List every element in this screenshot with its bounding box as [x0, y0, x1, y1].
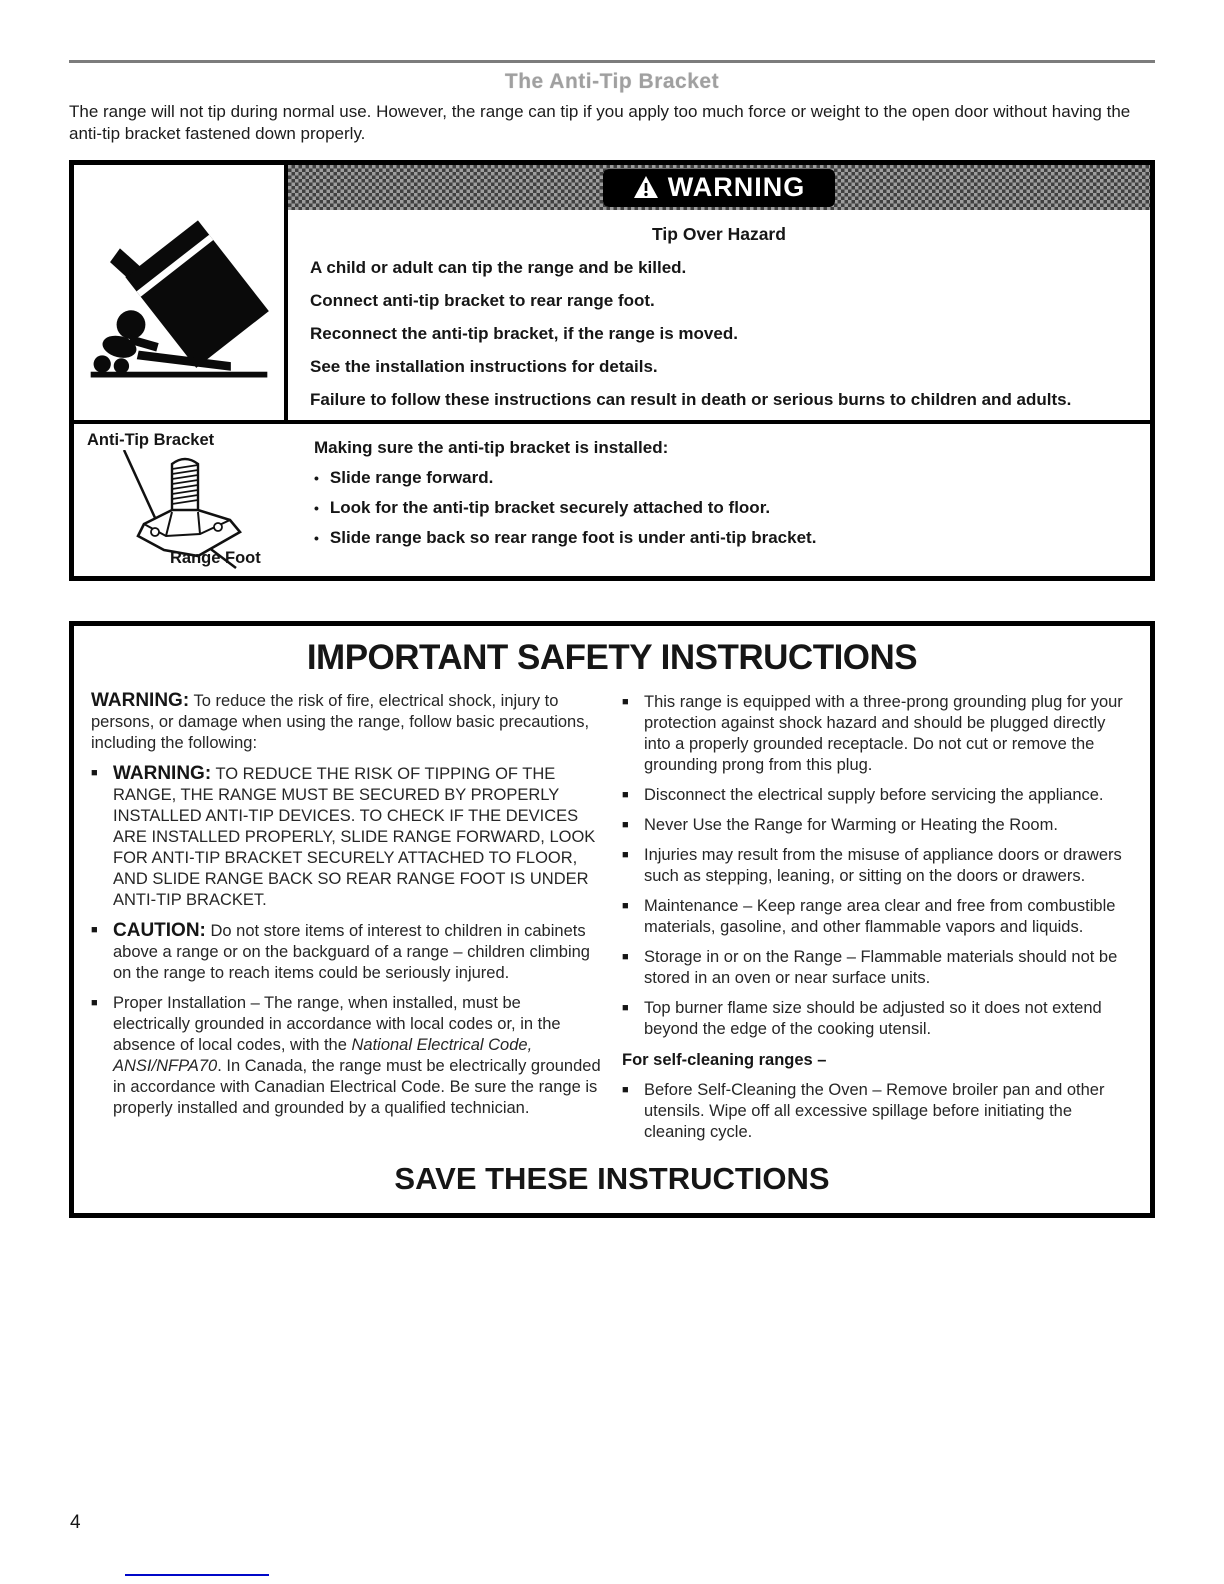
- list-item: [622, 896, 1133, 938]
- round-bullet-icon: •: [314, 470, 319, 486]
- hazard-title: Tip Over Hazard: [652, 224, 786, 244]
- tip-over-pictogram: [74, 165, 288, 420]
- warning-banner-patch: [603, 169, 836, 207]
- warning-triangle-icon: [633, 175, 659, 199]
- safety-instructions-box: [69, 621, 1155, 1218]
- bullet-text: [113, 993, 602, 1119]
- safety-title: IMPORTANT SAFETY INSTRUCTIONS: [306, 638, 918, 677]
- round-bullet-icon: •: [314, 530, 319, 546]
- top-divider: [69, 60, 1155, 63]
- safety-intro-text: To reduce the risk of fire, electrical shock, injury to persons, or damage when using the range, follow basic precautions, including the following:: [91, 692, 590, 752]
- save-instructions-title: SAVE THESE INSTRUCTIONS: [394, 1161, 830, 1196]
- warning-statement: Failure to follow these instructions can result in death or serious burns to children and adults.: [310, 390, 1072, 409]
- list-item: [622, 845, 1133, 887]
- bullet-body: Do not store items of interest to children in cabinets above a range or on the backguard of a range – children climbing on the range to reach items could be seriously injured.: [113, 922, 590, 982]
- bullet-text: Look for the anti-tip bracket securely attached to floor.: [329, 498, 771, 517]
- bullet-text: Never Use the Range for Warming or Heating the Room.: [644, 816, 1058, 834]
- safety-columns: [91, 690, 1133, 1143]
- safety-left-column: [91, 690, 602, 1143]
- warning-run-in-label: WARNING:: [91, 690, 190, 711]
- bullet-text: [113, 763, 602, 911]
- page-title: The Anti-Tip Bracket: [504, 70, 720, 93]
- list-item: [314, 498, 1140, 518]
- anti-tip-bracket-label: Anti-Tip Bracket: [87, 431, 215, 449]
- bullet-text: Slide range forward.: [329, 468, 494, 487]
- warning-banner-label: WARNING: [667, 171, 806, 202]
- warning-statement: See the installation instructions for details.: [310, 357, 658, 376]
- list-item: [314, 528, 1140, 548]
- code-reference-italic: National Electrical Code, ANSI/NFPA70: [113, 1036, 533, 1075]
- bullet-text: Storage in or on the Range – Flammable materials should not be stored in an oven or near surface units.: [644, 948, 1118, 987]
- bullet-text: [113, 920, 602, 984]
- square-bullet-icon: ■: [91, 767, 98, 779]
- list-item: [622, 785, 1133, 806]
- bullet-text: Maintenance – Keep range area clear and free from combustible materials, gasoline, and other flammable vapors and liquids.: [644, 897, 1116, 936]
- square-bullet-icon: ■: [622, 1002, 629, 1014]
- safety-right-column: [622, 690, 1133, 1143]
- bullet-text: Disconnect the electrical supply before servicing the appliance.: [644, 786, 1104, 804]
- tip-over-hazard-icon: [83, 181, 275, 405]
- square-bullet-icon: ■: [622, 849, 629, 861]
- warning-run-in-label: WARNING:: [113, 763, 212, 784]
- page-content: [69, 60, 1155, 1218]
- range-foot-label: Range Foot: [170, 549, 261, 567]
- bullet-body: Proper Installation – The range, when installed, must be electrically grounded in accordance with local codes or, in the absence of local codes, with the: [113, 994, 561, 1054]
- bullet-text: Slide range back so rear range foot is under anti-tip bracket.: [329, 528, 817, 547]
- safety-intro: [91, 690, 602, 754]
- list-item: [91, 763, 602, 911]
- square-bullet-icon: ■: [622, 900, 629, 912]
- warning-box-top-row: [74, 165, 1150, 420]
- bracket-figure: [74, 424, 292, 576]
- square-bullet-icon: ■: [622, 951, 629, 963]
- intro-paragraph: The range will not tip during normal use. However, the range can tip if you apply too much force or weight to the open door without having the anti-tip bracket fastened down properly.: [69, 102, 1131, 143]
- footer-blue-line: [125, 1574, 269, 1576]
- list-item: [91, 993, 602, 1119]
- warning-statement: Reconnect the anti-tip bracket, if the range is moved.: [310, 324, 738, 343]
- list-item: [622, 998, 1133, 1040]
- page-number: 4: [70, 1512, 81, 1533]
- bullet-text: Injuries may result from the misuse of appliance doors or drawers such as stepping, leaning, or sitting on the doors or drawers.: [644, 846, 1122, 885]
- list-item: [622, 947, 1133, 989]
- warning-text-column: [288, 165, 1150, 420]
- list-item: [622, 692, 1133, 776]
- list-item: [622, 815, 1133, 836]
- bullet-text: This range is equipped with a three-prong grounding plug for your protection against shock hazard and should be plugged directly into a properly grounded receptacle. Do not cut or remove the grounding prong from this plug.: [644, 693, 1123, 774]
- warning-statement: A child or adult can tip the range and be killed.: [310, 258, 687, 277]
- square-bullet-icon: ■: [91, 924, 98, 936]
- bullet-text: Before Self-Cleaning the Oven – Remove broiler pan and other utensils. Wipe off all excessive spillage before initiating the cleaning cycle.: [644, 1081, 1105, 1141]
- square-bullet-icon: ■: [91, 997, 98, 1009]
- bracket-instructions: [292, 424, 1150, 576]
- caution-run-in-label: CAUTION:: [113, 920, 206, 941]
- self-cleaning-heading: For self-cleaning ranges –: [622, 1051, 827, 1069]
- bullet-text: Top burner flame size should be adjusted so it does not extend beyond the edge of the cooking utensil.: [644, 999, 1102, 1038]
- bullet-body: . In Canada, the range must be electrically grounded in accordance with Canadian Electrical Code. Be sure the range is properly installed and grounded by a qualified technician.: [113, 1057, 601, 1117]
- square-bullet-icon: ■: [622, 1084, 629, 1096]
- warning-statement: Connect anti-tip bracket to rear range foot.: [310, 291, 655, 310]
- bracket-heading: Making sure the anti-tip bracket is installed:: [314, 438, 669, 457]
- list-item: [622, 1080, 1133, 1143]
- tip-over-warning-box: [69, 160, 1155, 581]
- square-bullet-icon: ■: [622, 696, 629, 708]
- list-item: [91, 920, 602, 984]
- round-bullet-icon: •: [314, 500, 319, 516]
- square-bullet-icon: ■: [622, 789, 629, 801]
- warning-box-bottom-row: [74, 424, 1150, 576]
- list-item: [314, 468, 1140, 488]
- warning-banner: [288, 165, 1150, 210]
- bullet-body: TO REDUCE THE RISK OF TIPPING OF THE RANGE, THE RANGE MUST BE SECURED BY PROPERLY INSTALLED ANTI-TIP DEVICES. TO CHECK IF THE DEVICES ARE INSTALLED PROPERLY, SLIDE RANGE FORWARD, LOOK FOR ANTI-TIP BRACKET SECURELY ATTACHED TO FLOOR, AND SLIDE RANGE BACK SO REAR RANGE FOOT IS UNDER ANTI-TIP BRACKET.: [113, 765, 596, 909]
- square-bullet-icon: ■: [622, 819, 629, 831]
